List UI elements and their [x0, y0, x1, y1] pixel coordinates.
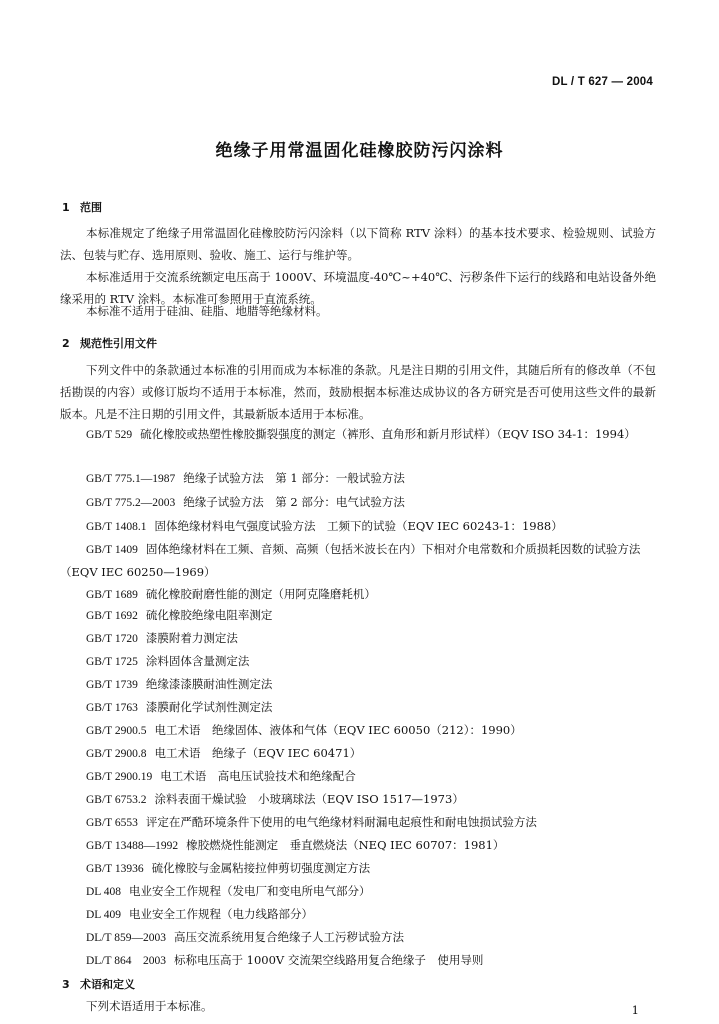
reference-title: 绝缘漆漆膜耐油性测定法: [145, 677, 273, 691]
reference-title: 橡胶燃烧性能测定 垂直燃烧法（NEQ IEC 60707：1981）: [186, 838, 505, 852]
section-1-heading: [62, 199, 102, 215]
section-number: 1: [62, 201, 70, 214]
section-title: 术语和定义: [80, 978, 135, 991]
references-intro-paragraph: 下列文件中的条款通过本标准的引用而成为本标准的条款。凡是注日期的引用文件，其随后所有的修改单（不包括勘误的内容）或修订版均不适用于本标准，然而，鼓励根据本标准达成协议的各方研究是否可使用这些文件的最新版本。凡是不注日期的引用文件，其最新版本适用于本标准。: [60, 363, 656, 421]
standard-code-header: DL / T 627 — 2004: [552, 76, 653, 88]
reference-item: [60, 811, 656, 834]
section-title: 规范性引用文件: [80, 337, 157, 350]
reference-title: 评定在严酷环境条件下使用的电气绝缘材料耐漏电起痕性和耐电蚀损试验方法: [145, 815, 537, 829]
reference-code: GB/T 13936: [86, 863, 144, 875]
reference-item: [60, 583, 656, 606]
reference-code: GB/T 1409: [86, 544, 138, 556]
reference-code: GB/T 2900.8: [86, 748, 147, 760]
reference-item: [60, 903, 656, 926]
reference-title: 标称电压高于 1000V 交流架空线路用复合绝缘子 使用导则: [173, 953, 484, 967]
reference-code: DL 409: [86, 909, 122, 921]
reference-title: 高压交流系统用复合绝缘子人工污秽试验方法: [173, 930, 404, 944]
reference-item: [60, 604, 656, 627]
reference-item: [60, 627, 656, 650]
section-3-heading: [62, 976, 135, 992]
reference-title: 涂料固体含量测定法: [145, 654, 250, 668]
reference-code: GB/T 2900.19: [86, 771, 153, 783]
reference-item: [60, 926, 656, 949]
reference-item: [60, 857, 656, 880]
reference-title: 电工术语 绝缘固体、液体和气体（EQV IEC 60050（212）：1990）: [154, 723, 522, 737]
reference-title: 电业安全工作规程（电力线路部分）: [129, 907, 314, 921]
reference-title: 涂料表面干燥试验 小玻璃球法（EQV ISO 1517—1973）: [154, 792, 464, 806]
scope-paragraph-1: 本标准规定了绝缘子用常温固化硅橡胶防污闪涂料（以下简称 RTV 涂料）的基本技术要求、检验规则、试验方法、包装与贮存、选用原则、验收、施工、运行与维护等。: [60, 226, 656, 262]
reference-title: 电工术语 绝缘子（EQV IEC 60471）: [154, 746, 362, 760]
reference-item: [60, 467, 656, 490]
reference-code: GB/T 1408.1: [86, 521, 147, 533]
reference-title: 固体绝缘材料电气强度试验方法 工频下的试验（EQV IEC 60243-1：1988）: [154, 519, 563, 533]
reference-item: [60, 491, 656, 514]
reference-title: 漆膜耐化学试剂性测定法: [145, 700, 273, 714]
section-number: 3: [62, 978, 70, 991]
page-number: 1: [631, 1003, 639, 1017]
reference-code: GB/T 6553: [86, 817, 138, 829]
reference-code: GB/T 1692: [86, 610, 138, 622]
reference-code: GB/T 775.1—1987: [86, 473, 176, 485]
reference-item: [60, 788, 656, 811]
reference-code: GB/T 1739: [86, 679, 138, 691]
reference-title: 硫化橡胶绝缘电阻率测定: [145, 608, 273, 622]
section-2-heading: [62, 335, 157, 351]
reference-code: GB/T 529: [86, 429, 133, 441]
reference-title: 硫化橡胶耐磨性能的测定（用阿克隆磨耗机）: [145, 587, 376, 601]
reference-title: 硫化橡胶与金属粘接拉伸剪切强度测定方法: [151, 861, 371, 875]
reference-code: DL/T 859—2003: [86, 932, 166, 944]
section-number: 2: [62, 337, 70, 350]
reference-code: GB/T 1720: [86, 633, 138, 645]
terms-intro-paragraph: 下列术语适用于本标准。: [86, 999, 213, 1013]
reference-code: GB/T 1689: [86, 589, 138, 601]
reference-code: GB/T 6753.2: [86, 794, 147, 806]
reference-item: [60, 696, 656, 719]
reference-item: [60, 719, 656, 742]
reference-title: 电工术语 高电压试验技术和绝缘配合: [160, 769, 356, 783]
scope-paragraph-2: 本标准适用于交流系统额定电压高于 1000V、环境温度-40℃~+40℃、污秽条件下运行的线路和电站设备外绝缘采用的 RTV 涂料。本标准可参照用于直流系统。: [60, 270, 656, 306]
reference-title: 漆膜附着力测定法: [145, 631, 238, 645]
reference-code: DL/T 864 2003: [86, 955, 166, 967]
reference-code: GB/T 13488—1992: [86, 840, 179, 852]
reference-item: [60, 880, 656, 903]
reference-item: [60, 765, 656, 788]
reference-item: [60, 834, 656, 857]
reference-code: GB/T 2900.5: [86, 725, 147, 737]
document-title: 绝缘子用常温固化硅橡胶防污闪涂料: [215, 141, 504, 161]
reference-title: 硫化橡胶或热塑性橡胶撕裂强度的测定（裤形、直角形和新月形试样）（EQV ISO 34-1：1994）: [140, 427, 636, 441]
reference-title: 固体绝缘材料在工频、音频、高频（包括米波长在内）下相对介电常数和介质损耗因数的试验方法（EQV IEC 60250—1969）: [60, 542, 641, 579]
reference-code: DL 408: [86, 886, 122, 898]
reference-item: [60, 650, 656, 673]
scope-paragraph-3: 本标准不适用于硅油、硅脂、地腊等绝缘材料。: [86, 304, 328, 318]
reference-item: [60, 673, 656, 696]
reference-item: [60, 515, 656, 538]
reference-code: GB/T 775.2—2003: [86, 497, 176, 509]
reference-code: GB/T 1763: [86, 702, 138, 714]
section-title: 范围: [80, 201, 102, 214]
reference-item: [60, 949, 656, 972]
reference-item: [60, 538, 656, 583]
reference-title: 电业安全工作规程（发电厂和变电所电气部分）: [129, 884, 371, 898]
reference-title: 绝缘子试验方法 第 2 部分：电气试验方法: [183, 495, 405, 509]
reference-item: [60, 742, 656, 765]
reference-code: GB/T 1725: [86, 656, 138, 668]
reference-item: [60, 423, 656, 446]
reference-title: 绝缘子试验方法 第 1 部分：一般试验方法: [183, 471, 405, 485]
